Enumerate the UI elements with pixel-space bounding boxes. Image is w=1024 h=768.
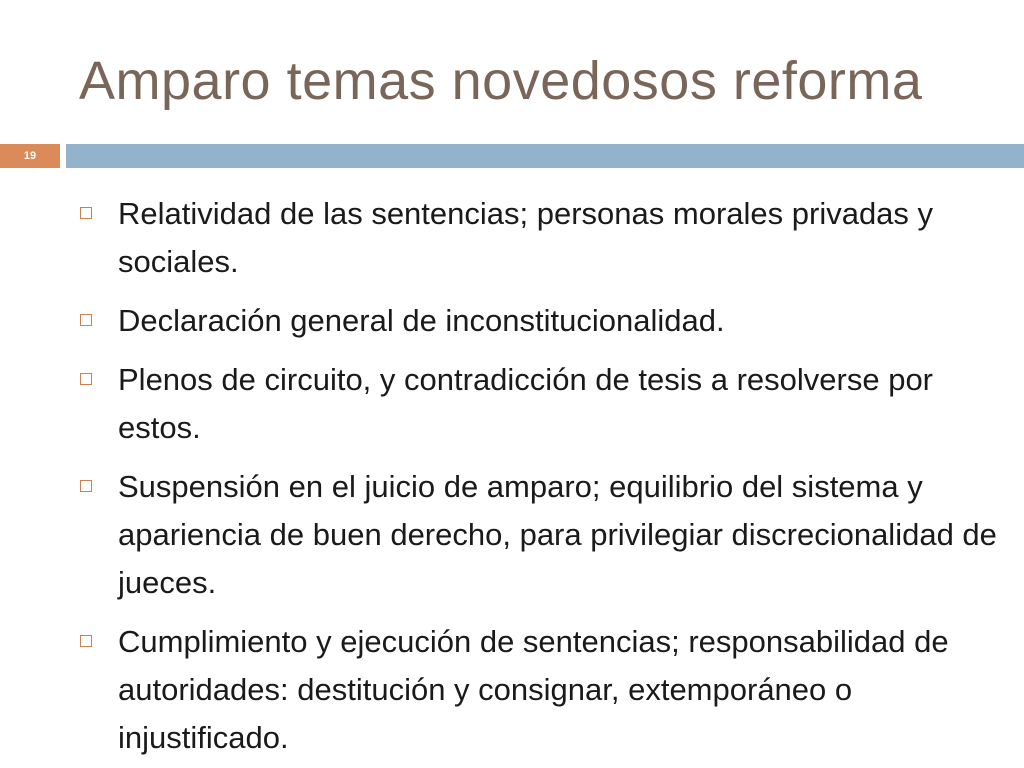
bullet-text: Declaración general de inconstitucionalidad. bbox=[118, 303, 725, 338]
hollow-square-bullet-icon bbox=[80, 635, 92, 647]
bullet-text: Plenos de circuito, y contradicción de tesis a resolverse por estos. bbox=[118, 362, 934, 445]
bullet-list bbox=[78, 190, 998, 768]
bullet-item bbox=[78, 297, 998, 345]
hollow-square-bullet-icon bbox=[80, 314, 92, 326]
hollow-square-bullet-icon bbox=[80, 480, 92, 492]
bullet-text: Suspensión en el juicio de amparo; equilibrio del sistema y apariencia de buen derecho, para privilegiar discrecionalidad de jueces. bbox=[118, 469, 997, 600]
slide-number-band bbox=[0, 144, 1024, 168]
bullet-text: Cumplimiento y ejecución de sentencias; responsabilidad de autoridades: destitución y consignar, extemporáneo o injustificado. bbox=[118, 624, 949, 755]
bullet-item bbox=[78, 190, 998, 286]
slide-title: Amparo temas novedosos reforma bbox=[79, 51, 923, 111]
hollow-square-bullet-icon bbox=[80, 373, 92, 385]
slide-number-badge: 19 bbox=[0, 144, 60, 168]
bullet-item bbox=[78, 356, 998, 452]
bullet-text: Relatividad de las sentencias; personas morales privadas y sociales. bbox=[118, 196, 934, 279]
title-underline-bar bbox=[66, 144, 1024, 168]
bullet-item bbox=[78, 463, 998, 607]
bullet-item bbox=[78, 618, 998, 762]
hollow-square-bullet-icon bbox=[80, 207, 92, 219]
